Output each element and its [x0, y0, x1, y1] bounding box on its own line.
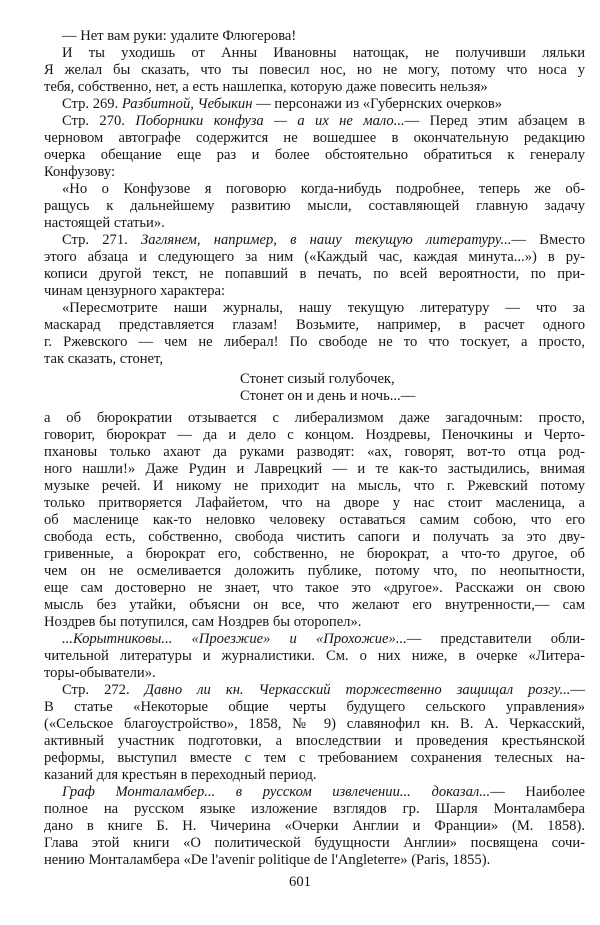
text-line: [44, 427, 585, 444]
text-line: [44, 283, 585, 300]
text-segment: чем он не осмеливается доложить публике, потому что, по неопытности,: [44, 563, 585, 579]
text-segment: кописи другой текст, не попавший в печать, по всей вероятности, по при-: [44, 266, 585, 282]
text-segment: казаний для крестьян в переходный период.: [44, 767, 317, 783]
text-segment: очерка обещание еще раз и более обстоятельно обратиться к генералу: [44, 147, 585, 163]
italic-citation: Заглянем, например, в нашу текущую литературу...: [141, 232, 512, 248]
italic-citation: ...Корытниковы... «Проезжие» и «Прохожие»...: [62, 631, 407, 647]
text-segment: черновом автографе содержится не вошедшее в окончательную редакцию: [44, 130, 585, 146]
text-line: [44, 614, 585, 631]
text-segment: дано в книге Б. Н. Чичерина «Очерки Англии и Франции» (М. 1858).: [44, 818, 585, 834]
text-segment: Конфузову:: [44, 164, 116, 180]
text-line: [44, 529, 585, 546]
text-line: [44, 546, 585, 563]
text-segment: реформы, выступил вместе с тем с требованием сохранения телесных на-: [44, 750, 585, 766]
text-segment: ращусь к дальнейшему развитию мысли, составляющей главную задачу: [44, 198, 585, 214]
text-segment: только притворяется Лафайетом, что на дворе у нас стоит масленица, а: [44, 495, 585, 511]
text-segment: нению Монталамбера «De l'avenir politique de l'Angleterre» (Paris, 1855).: [44, 852, 491, 868]
text-line: [44, 45, 585, 62]
text-segment: чительной литературы и журналистики. См. о них ниже, в очерке «Литера-: [44, 648, 585, 664]
text-segment: говорит, бюрократ — да и дело с концом. Ноздревы, Пеночкины и Черто-: [44, 427, 585, 443]
text-segment: — Наиболее: [490, 784, 585, 800]
paragraph: [44, 410, 585, 631]
text-segment: этого абзаца и следующего за ним («Каждый час, каждая минута...») в ру-: [44, 249, 585, 265]
paragraph: [44, 682, 585, 784]
text-line: [44, 181, 585, 198]
text-segment: В статье «Некоторые общие черты будущего сельского управления»: [44, 699, 585, 715]
text-line: [44, 818, 585, 835]
text-line: [44, 164, 585, 181]
text-segment: так сказать, стонет,: [44, 351, 163, 367]
text-segment: настоящей статьи».: [44, 215, 165, 231]
text-line: [44, 631, 585, 648]
text-segment: Стонет сизый голубочек,: [240, 371, 395, 387]
text-line: [44, 563, 585, 580]
text-line: [44, 716, 585, 733]
text-line: [44, 648, 585, 665]
text-line: [44, 113, 585, 130]
text-segment: маскарад представляется глазам! Возьмите, например, в расчет одного: [44, 317, 585, 333]
text-segment: Стонет он и день и ночь...—: [240, 388, 416, 404]
text-segment: — персонажи из «Губернских очерков»: [252, 96, 503, 112]
text-line: [44, 699, 585, 716]
text-line: [44, 410, 585, 427]
text-segment: полное на русском языке изложение взглядов гр. Шарля Монталамбера: [44, 801, 585, 817]
text-segment: активный участник подготовки, а впоследствии и проведения крестьянской: [44, 733, 585, 749]
text-segment: («Сельское благоустройство», 1858, № 9) славянофил кн. В. А. Черкасский,: [44, 716, 585, 732]
paragraph: [44, 631, 585, 682]
text-line: [44, 96, 585, 113]
paragraph: [44, 45, 585, 96]
text-line: [44, 130, 585, 147]
text-line: [44, 198, 585, 215]
italic-citation: Граф Монталамбер... в русском извлечении... доказал...: [62, 784, 491, 800]
text-segment: музыке речей. И никому не приходит на мысль, что г. Ржевский потому: [44, 478, 585, 494]
text-line: [44, 478, 585, 495]
text-segment: Я желал бы сказать, что ты повесил нос, но не могу, потому что носа у: [44, 62, 585, 78]
text-segment: И ты уходишь от Анны Ивановны натощак, не получивши ляльки: [62, 45, 585, 61]
text-segment: Стр. 269.: [62, 96, 122, 112]
paragraph: [44, 784, 585, 869]
text-segment: мысль без утайки, объясни он все, что желают его внутренности,— сам: [44, 597, 585, 613]
paragraph: [44, 232, 585, 300]
text-segment: тебя, собственно, нет, а есть нашлепка, которую даже повесить нельзя»: [44, 79, 488, 95]
text-segment: — Нет вам руки: удалите Флюгерова!: [62, 28, 297, 44]
text-line: [44, 495, 585, 512]
text-line: [44, 682, 585, 699]
text-segment: гривенные, а бюрократ его, собственно, не бюрократ, а что-то другое, об: [44, 546, 585, 562]
text-line: [44, 215, 585, 232]
text-segment: ного нашли!» Даже Рудин и Лаврецкий — и те как-то застыдились, внимая: [44, 461, 585, 477]
italic-citation: Давно ли кн. Черкасский торжественно защищал розгу...: [144, 682, 571, 698]
text-line: [44, 444, 585, 461]
paragraph: [44, 113, 585, 181]
text-segment: торы-обыватели».: [44, 665, 156, 681]
text-line: [44, 750, 585, 767]
text-segment: г. Ржевского — чем не либерал! По свободе не то что тоскует, а просто,: [44, 334, 585, 350]
paragraph: [44, 96, 585, 113]
text-line: [44, 266, 585, 283]
text-segment: Глава этой книги «О политической будущности Англии» посвящена сочи-: [44, 835, 585, 851]
text-segment: чинам цензурного характера:: [44, 283, 226, 299]
text-segment: пхановы только ахают да руками разводят: «ах, говорят, вот-то отца род-: [44, 444, 585, 460]
text-segment: «Пересмотрите наши журналы, нашу текущую литературу — что за: [62, 300, 585, 316]
text-segment: Стр. 271.: [62, 232, 142, 248]
text-line: [44, 852, 585, 869]
text-line: [44, 835, 585, 852]
text-segment: об масленице как-то неловко человеку оставаться самим собою, что его: [44, 512, 585, 528]
text-line: [44, 580, 585, 597]
text-line: [240, 371, 585, 388]
text-line: [44, 317, 585, 334]
text-segment: а об бюрократии отзывается с либерализмом даже загадочным: просто,: [44, 410, 585, 426]
text-line: [44, 28, 585, 45]
text-line: [44, 461, 585, 478]
text-line: [44, 733, 585, 750]
text-segment: свобода есть, собственно, свобода чистить сапоги и получать за это дву-: [44, 529, 585, 545]
text-line: [44, 334, 585, 351]
paragraph: [44, 181, 585, 232]
text-segment: — представители обли-: [406, 631, 585, 647]
text-line: [44, 665, 585, 682]
text-line: [44, 512, 585, 529]
paragraph: [44, 28, 585, 45]
text-line: [44, 351, 585, 368]
text-segment: —: [570, 682, 585, 698]
text-line: [44, 767, 585, 784]
text-line: [44, 300, 585, 317]
verse-quote: [44, 371, 585, 405]
paragraph: [44, 300, 585, 368]
italic-citation: Поборники конфуза — а их не мало...: [135, 113, 405, 129]
text-segment: еще сам достоверно не знает, что такое это «другое». Расскажи он свою: [44, 580, 585, 596]
page-number: 601: [289, 874, 311, 890]
text-line: [44, 597, 585, 614]
text-line: [44, 62, 585, 79]
text-line: [44, 801, 585, 818]
text-segment: Ноздрев бы потупился, сам Ноздрев бы оторопел».: [44, 614, 362, 630]
text-line: [44, 232, 585, 249]
text-line: [240, 388, 585, 405]
text-segment: — Вместо: [511, 232, 585, 248]
text-segment: Стр. 272.: [62, 682, 145, 698]
text-line: [44, 79, 585, 96]
text-segment: — Перед этим абзацем в: [404, 113, 585, 129]
text-segment: «Но о Конфузове я поговорю когда-нибудь подробнее, теперь же об-: [62, 181, 585, 197]
text-segment: Стр. 270.: [62, 113, 136, 129]
page-body: [44, 28, 585, 869]
text-line: [44, 784, 585, 801]
text-line: [44, 147, 585, 164]
text-line: [44, 249, 585, 266]
italic-citation: Разбитной, Чебыкин: [121, 96, 253, 112]
